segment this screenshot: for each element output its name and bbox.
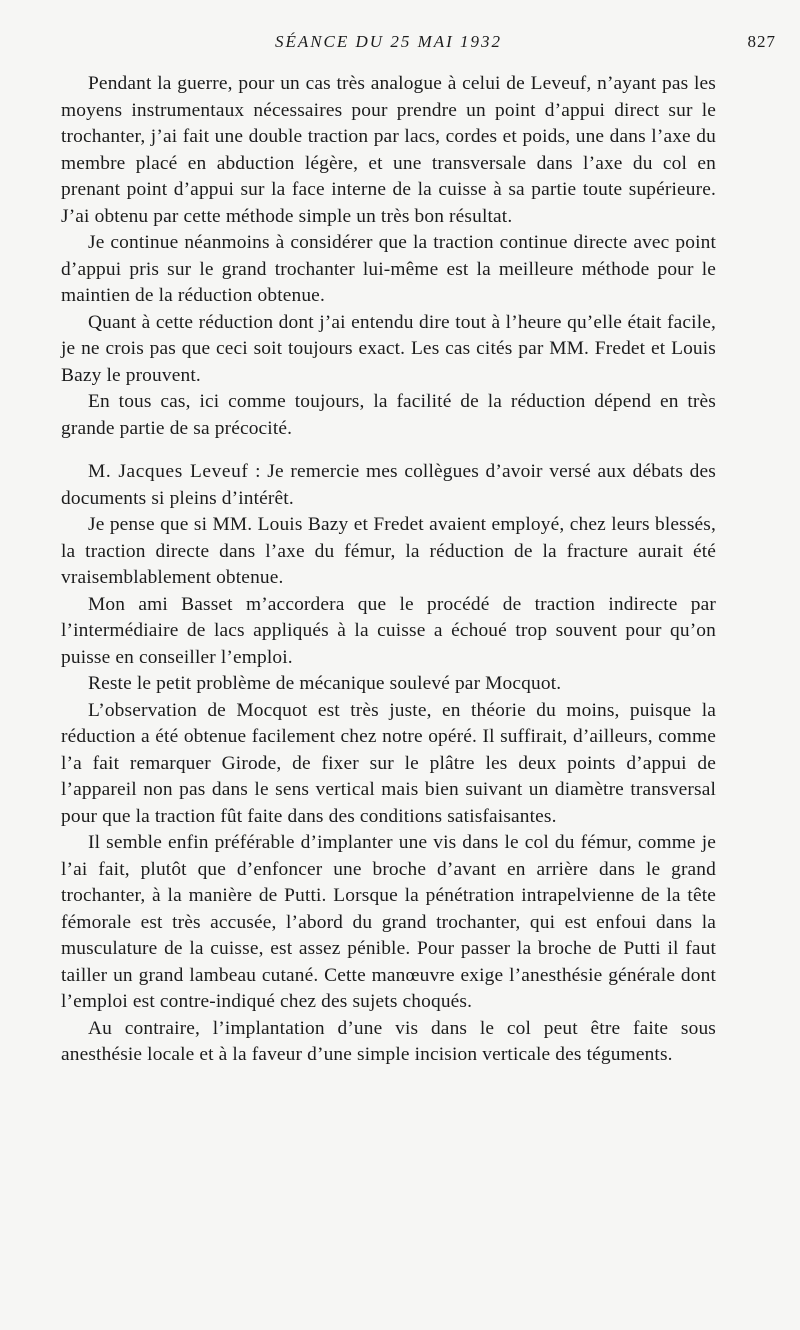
page-number: 827: [747, 32, 776, 51]
paragraph-text: Mon ami Basset m’accordera que le procédé de traction indirecte par l’intermédiaire de lacs appliqués à la cuisse a échoué trop souvent pour qu’on puisse en conseiller l’emploi.: [61, 593, 716, 668]
paragraph: [61, 1016, 716, 1069]
paragraph: [61, 592, 716, 672]
paragraph-text: Pendant la guerre, pour un cas très analogue à celui de Leveuf, n’ayant pas les moyens instrumentaux nécessaires pour prendre un point d’appui direct sur le trochanter, j’ai fait une double traction par lacs, cordes et poids, une dans l’axe du membre placé en abduction légère, et une transversale dans l’axe du col en prenant point d’appui sur la face interne de la cuisse à sa partie toute supérieure. J’ai obtenu par cette méthode simple un très bon résultat.: [61, 73, 716, 227]
speaker-paragraph: [61, 459, 716, 512]
paragraph: [61, 830, 716, 1016]
paragraph-text: Je pense que si MM. Louis Bazy et Fredet avaient employé, chez leurs blessés, la traction directe dans l’axe du fémur, la réduction de la fracture aurait été vraisemblablement obtenue.: [61, 514, 716, 588]
paragraph: [61, 512, 716, 592]
paragraph: [61, 310, 716, 390]
paragraph-text: Au contraire, l’implantation d’une vis dans le col peut être faite sous anesthésie locale et à la faveur d’une simple incision verticale des téguments.: [61, 1017, 716, 1065]
paragraph-text: Quant à cette réduction dont j’ai entendu dire tout à l’heure qu’elle était facile, je ne crois pas que ceci soit toujours exact. Les cas cités par MM. Fredet et Louis Bazy le prouvent.: [61, 311, 716, 386]
paragraph-text: : Je remercie mes collègues d’avoir versé aux débats des documents si pleins d’intérêt.: [61, 461, 716, 509]
paragraph-text: Je continue néanmoins à considérer que la traction continue directe avec point d’appui pris sur le grand trochanter lui-même est la meilleure méthode pour le maintien de la réduction obtenue.: [61, 232, 716, 306]
page-header: [61, 30, 776, 56]
paragraph: [61, 389, 716, 442]
speaker-name: M. Jacques Leveuf: [88, 461, 249, 482]
paragraph-text: L’observation de Mocquot est très juste, en théorie du moins, puisque la réduction a été obtenue facilement chez notre opéré. Il suffirait, d’ailleurs, comme l’a fait remarquer Girode, de fixer sur le plâtre les deux points d’appui de l’appareil non pas dans le sens vertical mais bien suivant un diamètre transversal pour que la traction fût faite dans des conditions satisfaisantes.: [61, 699, 716, 827]
body-text: [61, 71, 716, 1069]
paragraph-text: Il semble enfin préférable d’implanter une vis dans le col du fémur, comme je l’ai fait, plutôt que d’enfoncer une broche d’avant en arrière dans le grand trochanter, à la manière de Putti. Lorsque la pénétration intrapelvienne de la tête fémorale est très accusée, l’abord du grand trochanter, qui est enfoui dans la musculature de la cuisse, est assez pénible. Pour passer la broche de Putti il faut tailler un grand lambeau cutané. Cette manœuvre exige l’anesthésie générale dont l’emploi est contre-indiqué chez des sujets choqués.: [61, 832, 716, 1012]
paragraph: [61, 671, 716, 698]
paragraph-text: Reste le petit problème de mécanique soulevé par Mocquot.: [88, 673, 562, 694]
running-title: SÉANCE DU 25 MAI 1932: [274, 32, 503, 51]
paragraph: [61, 698, 716, 831]
paragraph-text: En tous cas, ici comme toujours, la facilité de la réduction dépend en très grande partie de sa précocité.: [61, 391, 716, 439]
paragraph: [61, 230, 716, 310]
paragraph: [61, 71, 716, 230]
